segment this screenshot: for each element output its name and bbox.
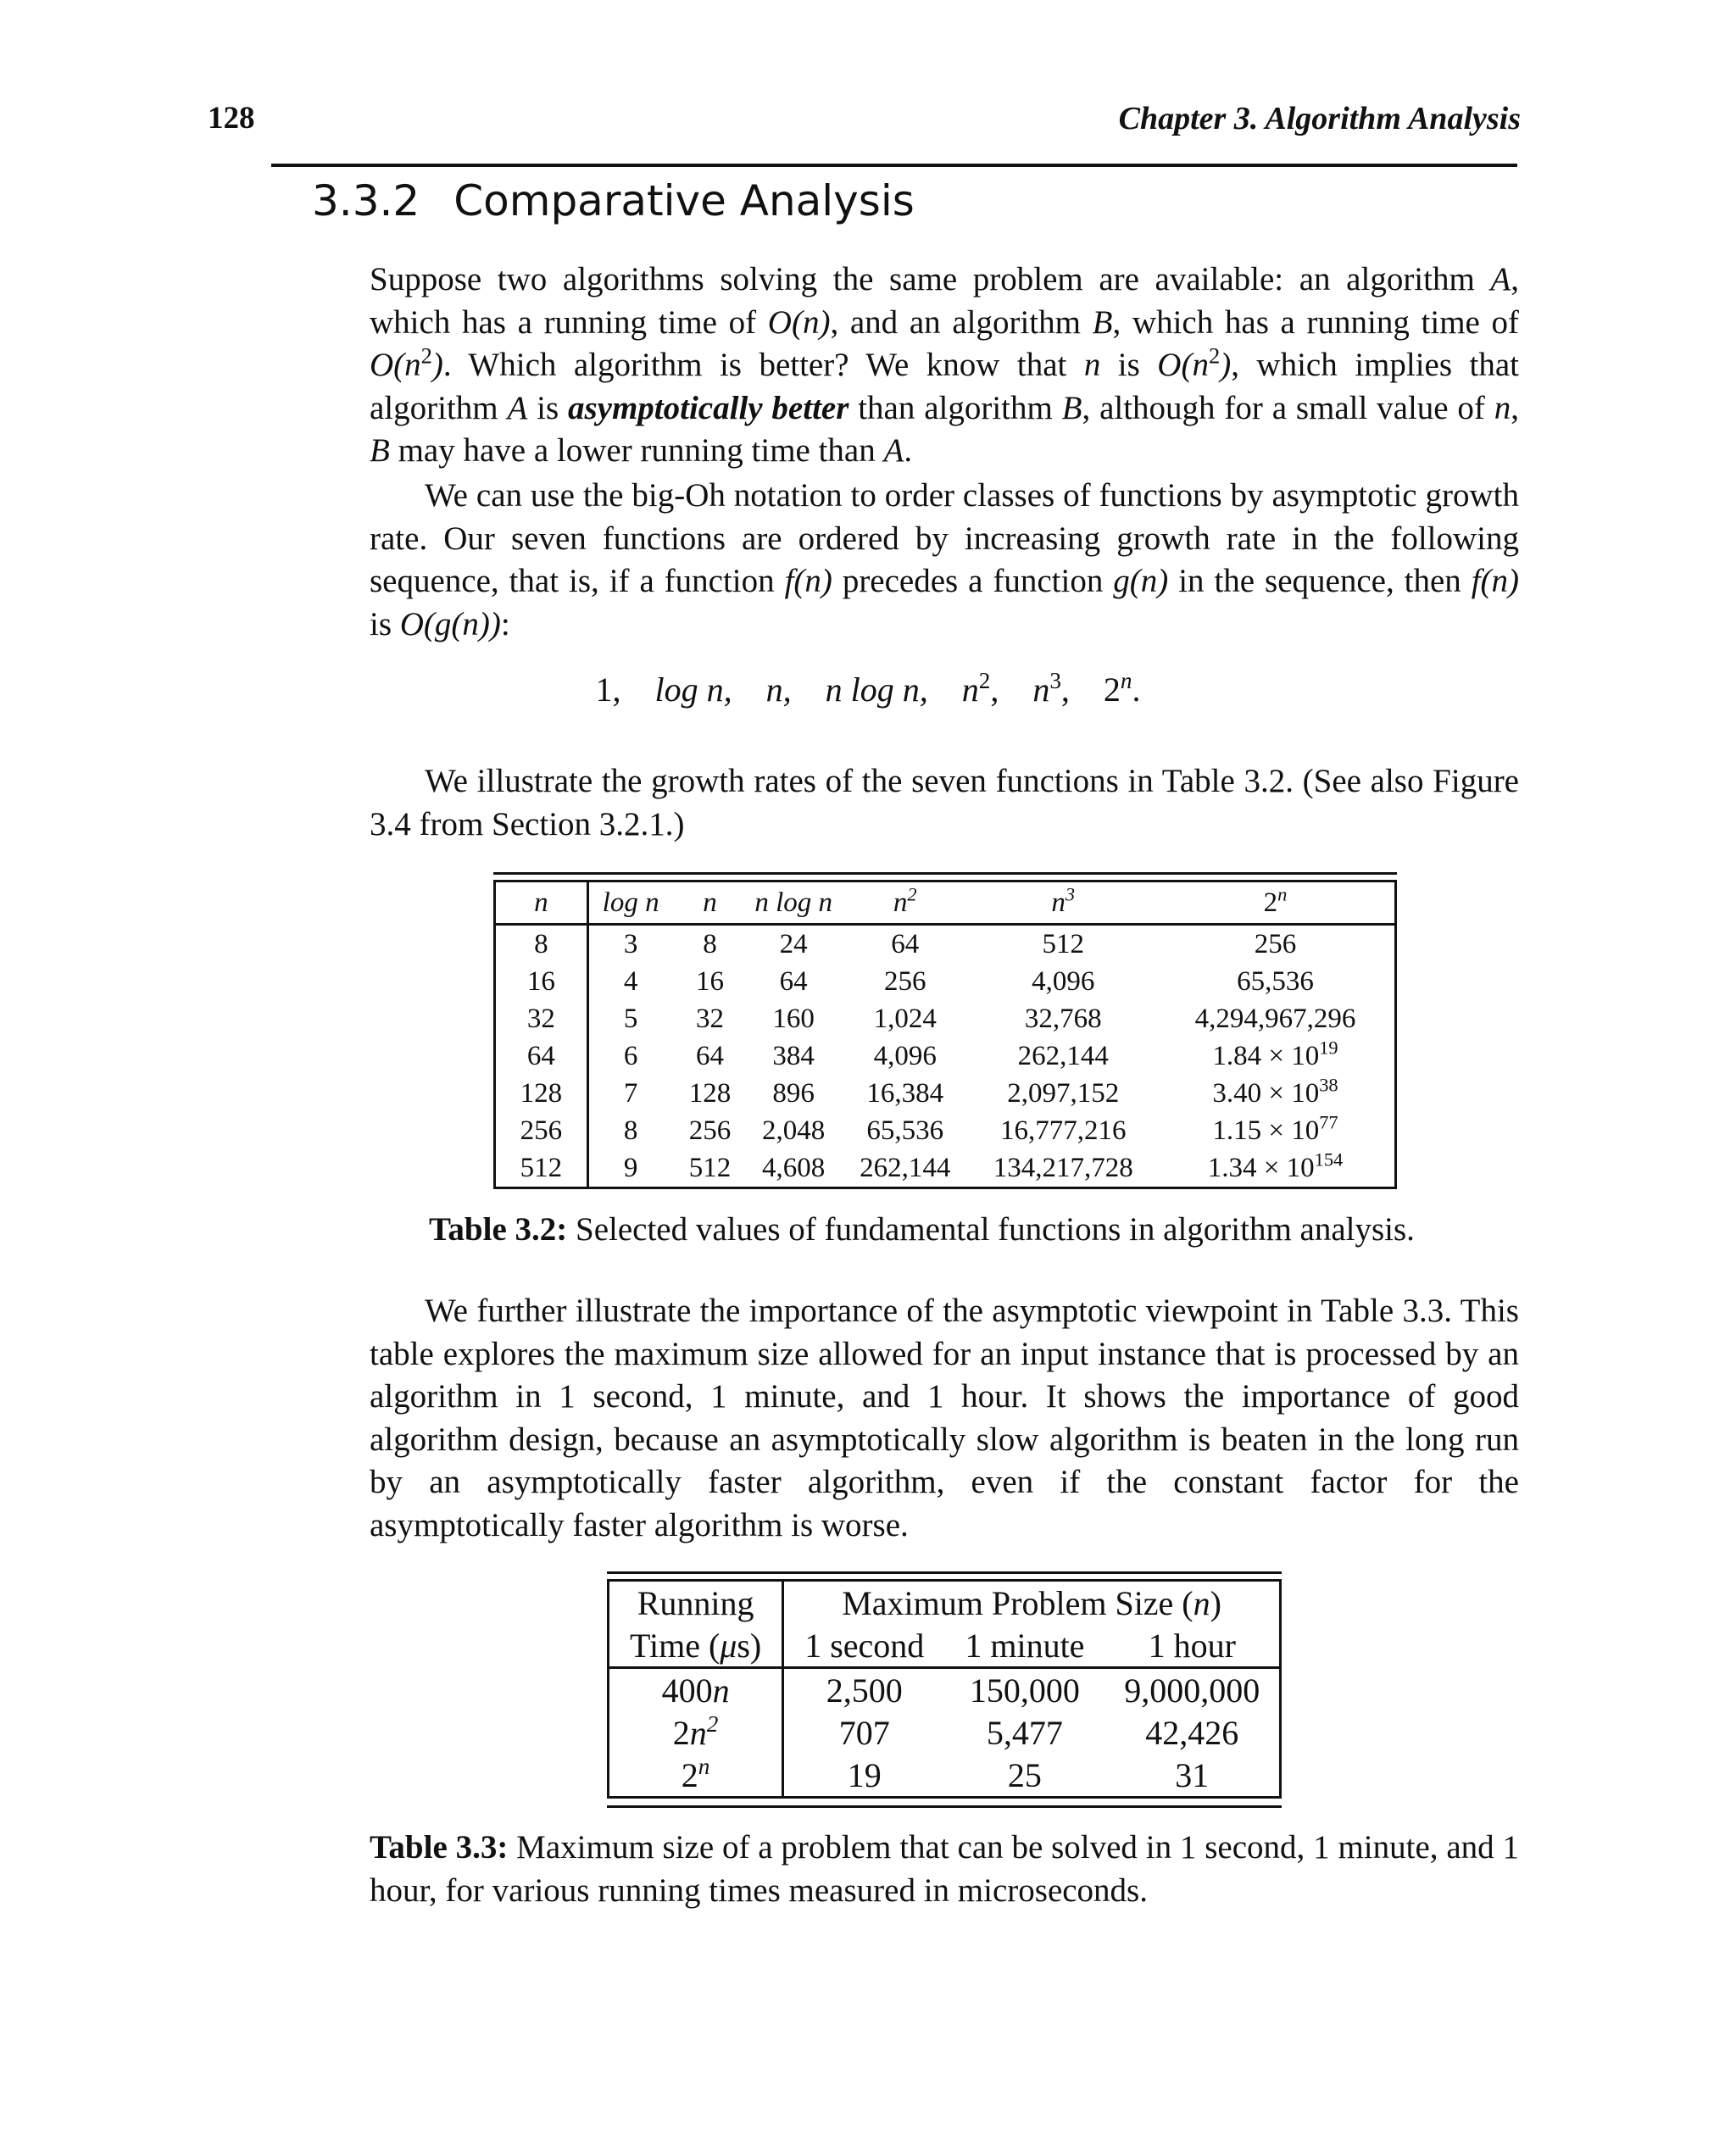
math-expr: ) bbox=[1220, 347, 1232, 383]
table-cell: 5 bbox=[623, 1003, 638, 1034]
running-time-cell: 2$^n$ bbox=[609, 1754, 783, 1798]
section-heading bbox=[312, 176, 915, 225]
math-var: n bbox=[1083, 347, 1101, 383]
math-var: B bbox=[1061, 389, 1082, 426]
math-expr: O(g(n)) bbox=[399, 605, 501, 642]
col-header: 1 second bbox=[804, 1626, 925, 1665]
table-cell: 32 bbox=[495, 1000, 588, 1037]
math-var: B bbox=[370, 432, 390, 469]
math-expr: g(n) bbox=[1113, 563, 1169, 599]
superscript: 2 bbox=[420, 342, 432, 369]
col-header: n bbox=[495, 881, 588, 925]
paragraph-text: We further illustrate the importance of the asymptotic viewpoint in Table 3.3. This table explores the maximum size allowed for an input instance that is processed by an algorithm in 1 second, 1 minute, and 1 hour. It shows the importance of good algorithm design, because an asymptotically slow algorithm is beaten in the long run by an asymptotically faster algorithm, even if the constant factor for the asymptotically faster algorithm is worse. bbox=[370, 1293, 1519, 1543]
caption-label: Table 3.2: bbox=[429, 1211, 568, 1248]
text-run: is bbox=[1100, 347, 1158, 383]
text-run: may have a lower running time than bbox=[389, 432, 884, 469]
section-number: 3.3.2 bbox=[312, 176, 420, 225]
table-row bbox=[609, 1754, 1281, 1798]
table-cell: 707 bbox=[838, 1713, 890, 1752]
math-expr: f(n) bbox=[1471, 563, 1520, 599]
table-row bbox=[495, 1000, 1396, 1037]
math-var: A bbox=[507, 389, 528, 426]
seq-term: n log n, bbox=[825, 670, 928, 709]
table-cell: 65,536 bbox=[866, 1115, 944, 1146]
math-expr: ) bbox=[431, 347, 443, 383]
table-cell: 512 bbox=[495, 1149, 588, 1188]
table-cell: 384 bbox=[772, 1040, 815, 1071]
table-3-2-caption bbox=[429, 1209, 1415, 1252]
col-header-running: Running bbox=[609, 1581, 783, 1625]
table-row bbox=[495, 1149, 1396, 1188]
text-run: . Which algorithm is better? We know that bbox=[442, 347, 1084, 383]
text-run: , which implies that algorithm bbox=[370, 347, 1519, 426]
table-cell: 65,536 bbox=[1237, 965, 1314, 997]
col-header-time: Time (μs) bbox=[609, 1624, 783, 1668]
table-cell: $1.84 \times 10^{19}$ bbox=[1212, 1037, 1338, 1071]
math-expr: O(n bbox=[370, 347, 421, 383]
table-3-3-caption bbox=[370, 1827, 1519, 1912]
table-header-row bbox=[609, 1581, 1281, 1625]
table-cell: 19 bbox=[847, 1755, 882, 1794]
caption-text: Selected values of fundamental functions in algorithm analysis. bbox=[567, 1211, 1415, 1248]
table-row bbox=[495, 1075, 1396, 1112]
col-header: 1 hour bbox=[1148, 1626, 1236, 1665]
paragraph-text: We illustrate the growth rates of the seven functions in Table 3.2. (See also Figure 3.4 from Section 3.2.1.) bbox=[370, 763, 1519, 842]
table-cell: 64 bbox=[695, 1040, 724, 1071]
table-cell: 4,096 bbox=[873, 1040, 937, 1071]
running-time-cell: $2n^2$ bbox=[609, 1711, 783, 1754]
table-cell: 256 bbox=[884, 965, 926, 997]
table-3-2 bbox=[493, 880, 1397, 1189]
text-run: in the sequence, then bbox=[1168, 563, 1472, 599]
table-cell: 16,777,216 bbox=[1000, 1115, 1127, 1146]
paragraph-2 bbox=[370, 475, 1519, 646]
table-row bbox=[609, 1668, 1281, 1712]
math-var: A bbox=[883, 432, 904, 469]
table-cell: 32,768 bbox=[1024, 1003, 1102, 1034]
table-bottom-rule bbox=[607, 1805, 1282, 1808]
table-cell: 2,097,152 bbox=[1007, 1077, 1120, 1109]
table-cell: 6 bbox=[623, 1040, 638, 1071]
table-row bbox=[495, 963, 1396, 1000]
seq-comma: , bbox=[990, 670, 999, 709]
text-run: , and an algorithm bbox=[830, 303, 1093, 341]
table-row bbox=[495, 925, 1396, 964]
text-run: : bbox=[500, 605, 510, 642]
table-cell: 512 bbox=[1042, 928, 1085, 959]
table-cell: 9 bbox=[623, 1152, 638, 1183]
table-cell: 16 bbox=[695, 965, 724, 997]
superscript: 2 bbox=[978, 668, 991, 694]
table-cell: 160 bbox=[772, 1003, 815, 1034]
math-expr: O(n bbox=[1157, 347, 1209, 383]
running-time-cell: 400n bbox=[609, 1668, 783, 1712]
text-run: We can use the big-Oh notation to order classes of functions by asymptotic growth rate. Our seven functions are ordered by increasing growth rate in the following sequence, that is, if a function bbox=[370, 477, 1519, 599]
paragraph-4 bbox=[370, 1290, 1519, 1547]
text-run: . bbox=[904, 432, 913, 469]
table-top-rule bbox=[607, 1571, 1282, 1574]
math-var: B bbox=[1092, 303, 1113, 341]
table-cell: 8 bbox=[495, 925, 588, 964]
seq-term: 1, bbox=[595, 670, 621, 709]
table-cell: 4,294,967,296 bbox=[1194, 1003, 1356, 1034]
math-var: A bbox=[1490, 261, 1511, 298]
seq-term: 2 bbox=[1103, 670, 1121, 709]
table-row bbox=[609, 1711, 1281, 1754]
table-cell: 128 bbox=[688, 1077, 732, 1109]
table-cell: $1.15 \times 10^{77}$ bbox=[1212, 1111, 1338, 1146]
table-cell: 150,000 bbox=[969, 1671, 1080, 1710]
paragraph-3 bbox=[370, 760, 1519, 846]
section-title: Comparative Analysis bbox=[453, 176, 915, 225]
text-run: precedes a function bbox=[832, 563, 1114, 599]
table-cell: 24 bbox=[779, 928, 808, 959]
col-header: n log n bbox=[754, 887, 832, 918]
superscript: 3 bbox=[1049, 668, 1061, 694]
table-cell: 262,144 bbox=[860, 1152, 951, 1183]
table-cell: $1.34 \times 10^{154}$ bbox=[1207, 1148, 1344, 1183]
table-cell: 8 bbox=[623, 1115, 638, 1146]
table-cell: 32 bbox=[695, 1003, 724, 1034]
col-header: log n bbox=[602, 887, 659, 918]
table-subheader-row bbox=[609, 1624, 1281, 1668]
table-3-3 bbox=[607, 1579, 1282, 1799]
table-cell: 256 bbox=[495, 1112, 588, 1149]
table-cell: 7 bbox=[623, 1077, 638, 1109]
paragraph-1 bbox=[370, 259, 1519, 473]
table-cell: 16,384 bbox=[866, 1077, 944, 1109]
text-run: , although for a small value of bbox=[1082, 389, 1494, 426]
seq-period: . bbox=[1132, 670, 1141, 709]
table-cell: 4 bbox=[623, 965, 638, 997]
table-cell: 2,048 bbox=[762, 1115, 826, 1146]
col-header: $n^2$ bbox=[893, 883, 917, 918]
table-top-rule bbox=[493, 872, 1397, 875]
table-header-row bbox=[495, 881, 1396, 925]
table-cell: 262,144 bbox=[1017, 1040, 1109, 1071]
table-cell: 8 bbox=[703, 928, 717, 959]
table-cell: $3.40 \times 10^{38}$ bbox=[1212, 1074, 1338, 1109]
table-cell: 25 bbox=[1007, 1755, 1042, 1794]
col-header: n bbox=[703, 887, 717, 918]
seq-term: n bbox=[1032, 670, 1050, 709]
table-cell: 5,477 bbox=[986, 1713, 1063, 1752]
table-cell: 3 bbox=[623, 928, 638, 959]
table-cell: 9,000,000 bbox=[1124, 1671, 1260, 1710]
table-row bbox=[495, 1112, 1396, 1149]
table-cell: 4,608 bbox=[762, 1152, 826, 1183]
table-cell: 2,500 bbox=[826, 1671, 903, 1710]
math-expr: O(n) bbox=[767, 303, 831, 341]
table-cell: 64 bbox=[495, 1037, 588, 1075]
table-cell: 256 bbox=[1254, 928, 1297, 959]
caption-label: Table 3.3: bbox=[370, 1829, 509, 1866]
math-var: n bbox=[1494, 389, 1511, 426]
math-expr: f(n) bbox=[784, 563, 832, 599]
table-cell: 128 bbox=[495, 1075, 588, 1112]
table-cell: 64 bbox=[891, 928, 920, 959]
text-run: , which has a running time of bbox=[1112, 303, 1520, 341]
text-run: is bbox=[527, 389, 568, 426]
col-header: $n^3$ bbox=[1051, 883, 1076, 918]
table-cell: 896 bbox=[772, 1077, 815, 1109]
table-cell: 256 bbox=[688, 1115, 732, 1146]
text-run: than algorithm bbox=[849, 389, 1062, 426]
table-row bbox=[495, 1037, 1396, 1075]
col-header: 1 minute bbox=[965, 1626, 1085, 1665]
table-cell: 64 bbox=[779, 965, 808, 997]
group-header: Maximum Problem Size (n) bbox=[842, 1583, 1221, 1622]
text-run: Suppose two algorithms solving the same problem are available: an algorithm bbox=[370, 261, 1491, 298]
text-run: , which has a running time of bbox=[370, 261, 1519, 341]
table-cell: 31 bbox=[1175, 1755, 1210, 1794]
table-cell: 134,217,728 bbox=[993, 1152, 1133, 1183]
text-run: is bbox=[370, 605, 400, 642]
running-header-chapter: Chapter 3. Algorithm Analysis bbox=[1118, 101, 1521, 136]
col-header: 2$^n$ bbox=[1263, 883, 1288, 918]
emphasis-term: asymptotically better bbox=[567, 389, 849, 426]
seq-comma: , bbox=[1060, 670, 1070, 709]
caption-text: Maximum size of a problem that can be solved in 1 second, 1 minute, and 1 hour, for various running times measured in microseconds. bbox=[370, 1829, 1519, 1909]
table-cell: 512 bbox=[688, 1152, 732, 1183]
page-number: 128 bbox=[208, 101, 255, 136]
text-run: , bbox=[1511, 389, 1519, 426]
table-cell: 4,096 bbox=[1032, 965, 1095, 997]
seq-term: n bbox=[961, 670, 979, 709]
table-cell: 42,426 bbox=[1145, 1713, 1239, 1752]
superscript: n bbox=[1120, 668, 1132, 694]
header-rule bbox=[271, 164, 1517, 167]
growth-sequence bbox=[0, 670, 1736, 709]
seq-term: log n, bbox=[654, 670, 732, 709]
seq-term: n, bbox=[765, 670, 792, 709]
superscript: 2 bbox=[1208, 342, 1221, 369]
table-cell: 16 bbox=[495, 963, 588, 1000]
table-cell: 1,024 bbox=[873, 1003, 937, 1034]
